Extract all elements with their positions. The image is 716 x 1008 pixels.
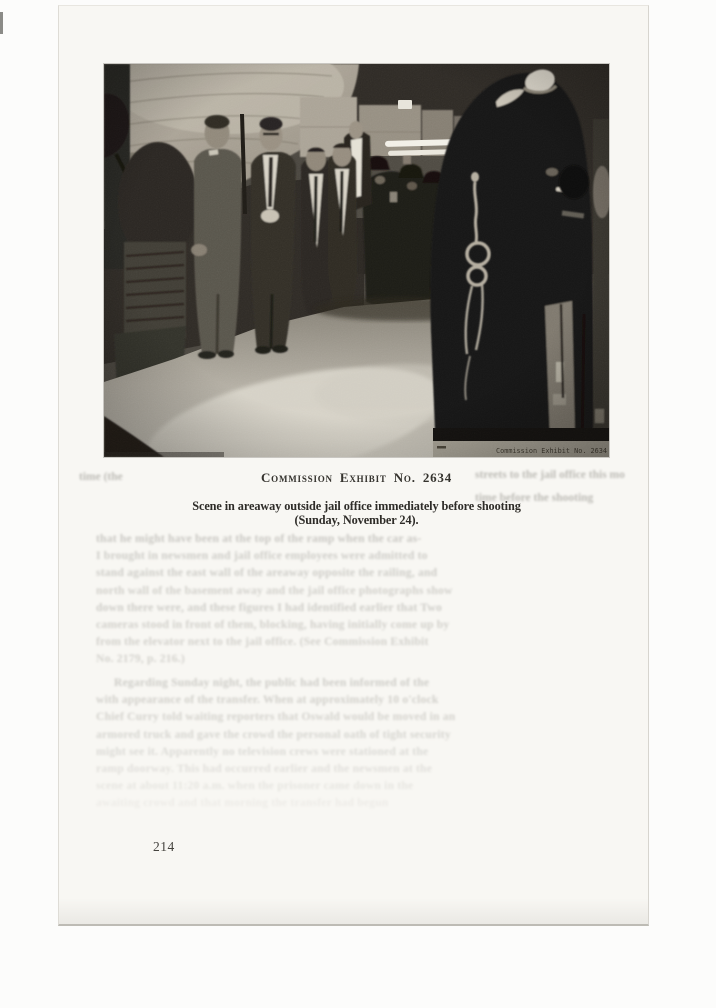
bleedthrough-line: scene at about 11:20 a.m. when the prisoner came down in the [96, 779, 414, 793]
bleedthrough-line: awaiting crowd and that morning the transfer had begun [96, 796, 389, 810]
photo-caption-line2: (Sunday, November 24). [294, 513, 419, 527]
bleedthrough-line: that he might have been at the top of the ramp when the car as- [96, 532, 422, 545]
exhibit-heading: Commission Exhibit No. 2634 [260, 470, 453, 485]
bleedthrough-line: cameras stood in front of them, blocking, having initially come up by [96, 617, 450, 631]
bleedthrough-line: might see it. Apparently no television crews were stationed at the [96, 744, 429, 758]
bleedthrough-line: with appearance of the transfer. When at approximately 10 o'clock [96, 693, 439, 707]
scan-edge-artifact [0, 12, 3, 34]
bleedthrough-fragment-right-1: streets to the jail office this mo [475, 469, 625, 481]
bleedthrough-line: stand against the east wall of the areaway opposite the railing, and [96, 566, 438, 580]
photo-grain [104, 64, 609, 457]
bleedthrough-paragraph-2 [96, 674, 644, 812]
exhibit-photo [104, 64, 609, 457]
bleedthrough-line: Chief Curry told waiting reporters that Oswald would be moved in an [96, 710, 456, 724]
bleedthrough-line: I brought in newsmen and jail office employees were admitted to [96, 549, 428, 563]
bleedthrough-line: armored truck and gave the crowd the personal oath of tight security [96, 727, 451, 741]
photo-caption-line1: Scene in areaway outside jail office immediately before shooting [192, 499, 521, 513]
bleedthrough-paragraph-1 [96, 530, 644, 668]
bleedthrough-line: north wall of the basement away and the jail office photographs show [96, 583, 453, 597]
bleedthrough-fragment-right-2: time before the shooting [475, 492, 594, 504]
bleedthrough-line: Regarding Sunday night, the public had been informed of the [114, 676, 430, 689]
bleedthrough-line: from the elevator next to the jail office. (See Commission Exhibit [96, 635, 429, 649]
bleedthrough-line: ramp doorway. This had occurred earlier and the newsmen at the [96, 761, 433, 775]
bleedthrough-line: No. 2179, p. 216.) [96, 652, 185, 666]
document-page [58, 5, 649, 926]
page-number: 214 [153, 839, 175, 854]
bleedthrough-line: down there were, and these figures I had identified earlier that Two [96, 600, 442, 614]
bleedthrough-fragment-left: time (the [79, 471, 123, 483]
